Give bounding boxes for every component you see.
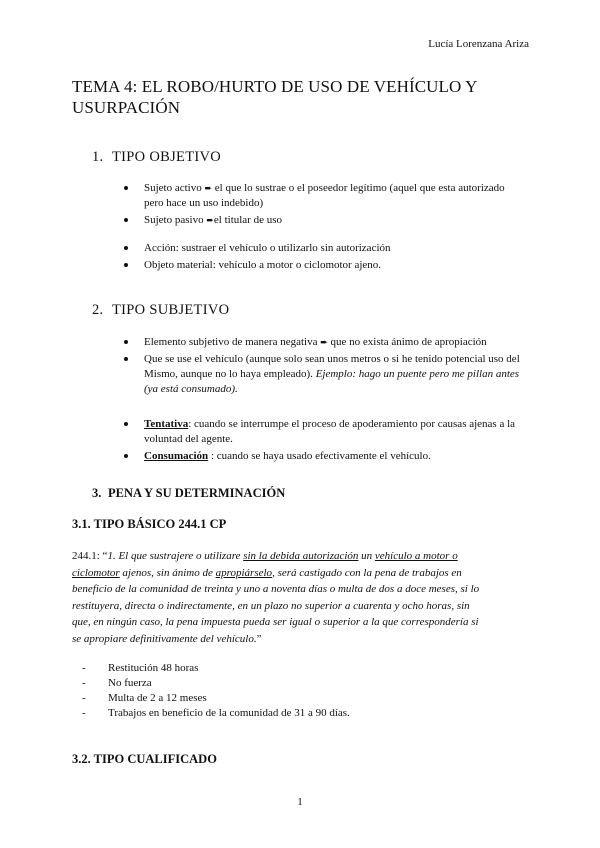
- bullet-icon: [124, 218, 128, 222]
- article-prefix: 244.1: “: [72, 550, 108, 562]
- list-item: [144, 241, 544, 256]
- arrow-right-icon: ➨: [204, 183, 213, 193]
- article-underline: vehículo a motor o: [374, 550, 458, 562]
- list-item: [144, 352, 544, 397]
- subsection-tipo-basico: 3.1. TIPO BÁSICO 244.1 CP: [72, 517, 227, 531]
- bullet-icon: [124, 263, 128, 267]
- article-text: 1. El que sustrajere o utilizare: [107, 550, 244, 562]
- term-tentativa: Tentativa: [144, 418, 189, 430]
- article-text: beneficio de la comunidad de treinta y uno a noventa días o multa de dos a doce meses, si lo: [72, 583, 480, 595]
- bullet-icon: [124, 246, 128, 250]
- item-label: Sujeto pasivo: [144, 214, 207, 226]
- title-line-1: TEMA 4: EL ROBO/HURTO DE USO DE VEHÍCULO Y: [72, 77, 478, 96]
- section-heading-tipo-subjetivo: [92, 302, 229, 319]
- item-text: Elemento subjetivo de manera negativa: [144, 336, 321, 348]
- list-item: [82, 691, 528, 706]
- list-item: [144, 181, 544, 211]
- article-text: ajenos, sin ánimo de: [119, 566, 216, 579]
- item-text-cont: que no exista ánimo de apropiación: [327, 336, 487, 348]
- item-text: el que lo sustrae o el poseedor legítimo (aquel que esta autorizado: [212, 182, 505, 194]
- list-item: [82, 676, 528, 691]
- dash-marker: -: [82, 677, 86, 689]
- arrow-right-icon: ➨: [206, 215, 214, 225]
- article-underline: sin la debida autorización: [243, 550, 359, 562]
- example-text-cont: (ya está consumado).: [144, 383, 238, 395]
- article-line: [72, 548, 542, 565]
- item-text: No fuerza: [108, 677, 152, 689]
- item-text: Que se use el vehículo (aunque solo sean unos metros o si he tenido potencial uso del: [144, 353, 520, 365]
- section-heading-pena: [92, 486, 285, 501]
- item-text: Restitución 48 horas: [108, 662, 199, 674]
- article-line: [72, 631, 542, 648]
- dash-marker: -: [82, 707, 86, 719]
- article-text: , será castigado con la pena de trabajos en: [272, 566, 462, 579]
- item-text-cont: pero hace un uso indebido): [144, 197, 264, 209]
- article-line: [72, 565, 542, 582]
- article-quote: [72, 548, 542, 647]
- item-text-cont: voluntad del agente.: [144, 433, 233, 445]
- list-item: [144, 258, 544, 273]
- article-line: [72, 598, 542, 615]
- article-text: se apropiare definitivamente del vehículo.: [72, 632, 257, 645]
- bullet-icon: [124, 357, 128, 361]
- section-heading-tipo-objetivo: [92, 149, 221, 166]
- section-number: 3.: [92, 486, 102, 500]
- arrow-right-icon: ➨: [320, 337, 328, 347]
- bullet-icon: [124, 340, 128, 344]
- item-text: Acción: sustraer el vehículo o utilizarlo sin autorización: [144, 242, 391, 254]
- section-title: PENA Y SU DETERMINACIÓN: [108, 486, 286, 500]
- page-title: [72, 76, 542, 118]
- section-number: 1.: [92, 149, 104, 165]
- item-text: Multa de 2 a 12 meses: [108, 692, 207, 704]
- dash-marker: -: [82, 692, 86, 704]
- item-text: Objeto material: vehículo a motor o ciclomotor ajeno.: [144, 259, 382, 271]
- article-text: que, en ningún caso, la pena impuesta pueda ser igual o superior a la que correspondería si: [72, 616, 479, 628]
- dash-marker: -: [82, 662, 86, 674]
- section-number: 2.: [92, 302, 104, 318]
- item-label: Sujeto activo: [144, 182, 202, 194]
- list-item: [144, 449, 544, 464]
- item-text: Trabajos en beneficio de la comunidad de 31 a 90 días.: [108, 707, 350, 719]
- bullet-icon: [124, 454, 128, 458]
- penalty-list: [82, 661, 528, 721]
- section2-list: [144, 335, 544, 464]
- article-line: [72, 614, 542, 631]
- author-name: Lucía Lorenzana Ariza: [428, 38, 529, 50]
- item-text: el titular de uso: [213, 214, 283, 226]
- page-number: 1: [297, 796, 303, 808]
- list-item: [144, 335, 544, 350]
- bullet-icon: [124, 186, 128, 190]
- bullet-icon: [124, 422, 128, 426]
- list-item: [144, 417, 544, 447]
- example-text: Ejemplo: hago un puente pero me pillan antes: [315, 368, 520, 380]
- subsection-tipo-cualificado: 3.2. TIPO CUALIFICADO: [72, 752, 217, 766]
- article-underline: ciclomotor: [72, 566, 120, 579]
- list-item: [82, 706, 528, 721]
- article-text: restituyera, directa o indirectamente, en un plazo no superior a cuarenta y ocho horas, sin: [72, 599, 470, 612]
- item-text-cont: Mismo, aunque no lo haya empleado).: [144, 368, 316, 380]
- item-text: : cuando se interrumpe el proceso de apoderamiento por causas ajenas a la: [188, 418, 516, 430]
- section-title: TIPO OBJETIVO: [112, 149, 222, 165]
- section1-list: [144, 181, 544, 273]
- list-item: [82, 661, 528, 676]
- term-consumacion: Consumación: [144, 450, 209, 462]
- list-item: [144, 213, 544, 228]
- item-text: : cuando se haya usado efectivamente el vehículo.: [208, 450, 431, 462]
- article-text: un: [358, 550, 375, 562]
- article-underline: apropiárselo: [215, 566, 273, 579]
- section-title: TIPO SUBJETIVO: [112, 302, 230, 318]
- article-suffix: ”: [256, 632, 262, 645]
- title-line-2: USURPACIÓN: [72, 98, 181, 117]
- article-line: [72, 581, 542, 598]
